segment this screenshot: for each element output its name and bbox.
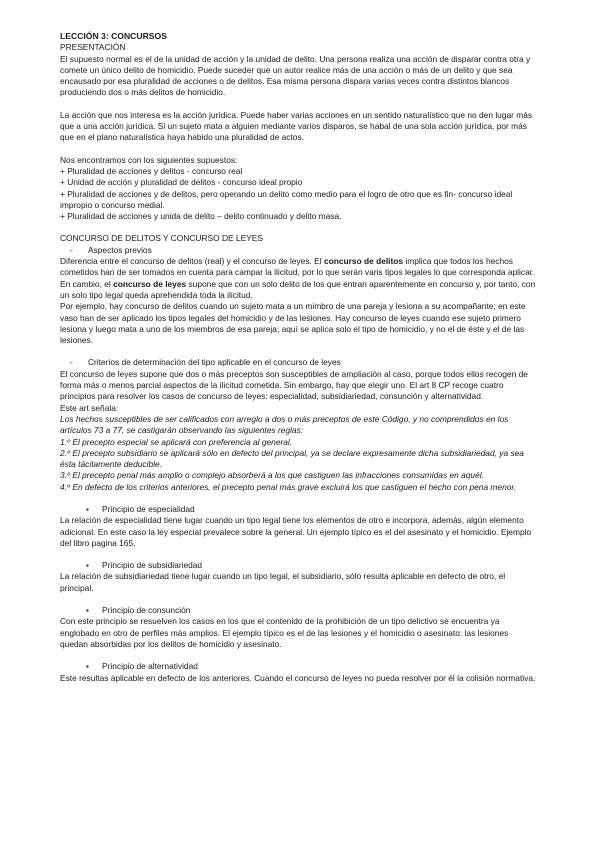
paragraph: Con este principio se resuelven los casos en los que el contenido de la prohibición de un tipo delictivo se encuentra ya englobado en otro de perfiles más amplios. El ejemplo típico es el de las lesiones y el homicidio o asesinato: las lesiones quedan absorbidas por los delitos de homicidio y asesinato. xyxy=(60,616,509,649)
paragraph: La relación de especialidad tiene lugar cuando un tipo legal tiene los elementos de otro e incorpora, además, algún elemento adicional. En este caso la ley especial prevalece sobre la general. Un ejemplo típico es el del asesinato y el homicidio. Ejemplo del libro pagina 165. xyxy=(60,515,532,548)
bullet-icon: ▪ xyxy=(86,561,89,571)
paragraph: La relación de subsidiariedad tiene lugar cuando un tipo legal, el subsidiario, sólo resulta aplicable en defecto de otro, el principal. xyxy=(60,571,506,593)
paragraph: Este art señala: xyxy=(60,402,119,413)
paragraph: El concurso de leyes supone que dos o más preceptos son susceptibles de ampliación al caso, porque todos ellos recogen de forma más o menos parcial aspectos de la ilicitud cometida. Sin embargo, hay que elegir uno. El art 8 CP recoge cuatro principios para resolver los casos de concurso de leyes: especialidad, subsidiariedad, consunción y alternatividad. xyxy=(60,368,528,402)
article-rule: 3.º El precepto penal más amplio o complejo absorberá a los que castiguen las infracciones consumidas en aquél. xyxy=(60,470,484,481)
list-item: + Pluralidad de acciones y delitos - concurso real xyxy=(60,165,243,176)
subheading-label: Principio de consunción xyxy=(102,605,191,616)
subheading-especialidad xyxy=(60,504,537,515)
paragraph: Este resultas aplicable en defecto de los anteriores. Cuando el concurso de leyes no pueda resolver por él la colisión normativa. xyxy=(60,672,536,683)
article-rule: 4.º En defecto de los criterios anteriores, el precepto penal más grave excluirá los que castiguen el hecho con pena menor. xyxy=(60,481,517,492)
bold-term: concurso de leyes xyxy=(113,278,187,289)
paragraph: El supuesto normal es el de la unidad de acción y la unidad de delito. Una persona realiza una acción de disparar contra otra y comete un único delito de homicidio. Puede suceder que un autor realice más de una acción o más de un delito y que sea encausado por esa pluralidad de acciones o de delitos. Esa misma persona dispara varias veces contra distintos blancos produciendo dos o más delitos de homicidio. xyxy=(60,53,531,98)
paragraph: Diferencia entre el concurso de delitos (real) y el concurso de leyes. El concurso de delitos implica que todos los hechos cometidos han de ser tomados en cuenta para campar la ilicitud, por lo que serán varis tipos legales lo que corresponda aplicar. En cambio, el concurso de leyes supone que con un solo delito de los que entran aparentemente en concurso y, por tanto, con un solo tipo legal queda aprehendida toda la ilicitud. xyxy=(60,256,536,300)
bold-term: concurso de delitos xyxy=(323,256,404,267)
subheading-label: Criterios de determinación del tipo aplicable en el concurso de leyes xyxy=(88,357,341,368)
bullet-icon: ▪ xyxy=(86,662,89,672)
subheading-label: Principio de alternatividad xyxy=(102,661,198,672)
subheading-consuncion xyxy=(60,605,537,616)
subheading-alternatividad xyxy=(60,661,537,672)
paragraph: La acción que nos interesa es la acción jurídica. Puede haber varias acciones en un sentido naturalístico que no den lugar más que a una acción jurídica. Si un sujeto mata a alguien mediante varios disparos, se habal de una sola acción jurídica, por más que en el plano naturalística haya habido una pluralidad de actos. xyxy=(60,109,533,143)
list-item: + Pluralidad de acciones y de delitos, pero operando un delito como medio para el logro de otro que es fin- concurso ideal impropio o concurso medial. xyxy=(60,188,513,210)
subheading-criterios xyxy=(60,357,537,368)
subheading-aspectos xyxy=(60,245,537,256)
subheading-label: Principio de subsidiariedad xyxy=(102,560,203,571)
paragraph: Nos encontramos con los siguientes supuestos: xyxy=(60,154,238,165)
subheading-subsidiariedad xyxy=(60,560,537,571)
article-rule: 2.º El precepto subsidiario se aplicará sólo en defecto del principal, ya se declare expresamente dicha subsidiariedad, ya sea ésta tácitamente deducible. xyxy=(60,447,524,470)
list-item: + Pluralidad de acciones y unida de delito – delito continuado y delito masa. xyxy=(60,211,342,222)
subheading-label: Aspectos previos xyxy=(88,244,152,255)
dash-marker: - xyxy=(70,244,73,255)
subheading-label: Principio de especialidad xyxy=(102,503,195,514)
list-item: + Unidad de acción y pluralidad de delitos - concurso ideal propio xyxy=(60,177,303,188)
article-quote: Los hechos susceptibles de ser calificados con arreglo a dos o más preceptos de este Código, y no comprendidos en los artículos 73 a 77, se castigarán observando las siguientes reglas: xyxy=(60,413,509,436)
bullet-icon: ▪ xyxy=(86,504,89,514)
section-heading-concurso: CONCURSO DE DELITOS Y CONCURSO DE LEYES xyxy=(60,233,263,244)
bullet-icon: ▪ xyxy=(86,606,89,616)
article-rule: 1.º El precepto especial se aplicará con preferencia al general. xyxy=(60,436,293,447)
paragraph: Por ejemplo, hay concurso de delitos cuando un sujeto mata a un mimbro de una pareja y lesiona a su acompañante; en este vaso han de ser aplicado los tipos legales del homicidio y de las lesiones. Hay concurso de leyes cuando ese sujeto primero lesiona y luego mata a uno de los miembros de esa pareja; aquí se aplica solo el tipo de homicidio, y no el de éste y el de las lesiones. xyxy=(60,301,526,346)
lesson-title: LECCIÓN 3: CONCURSOS xyxy=(60,31,167,41)
section-heading-presentacion: PRESENTACIÓN xyxy=(60,42,126,53)
dash-marker: - xyxy=(70,357,73,368)
